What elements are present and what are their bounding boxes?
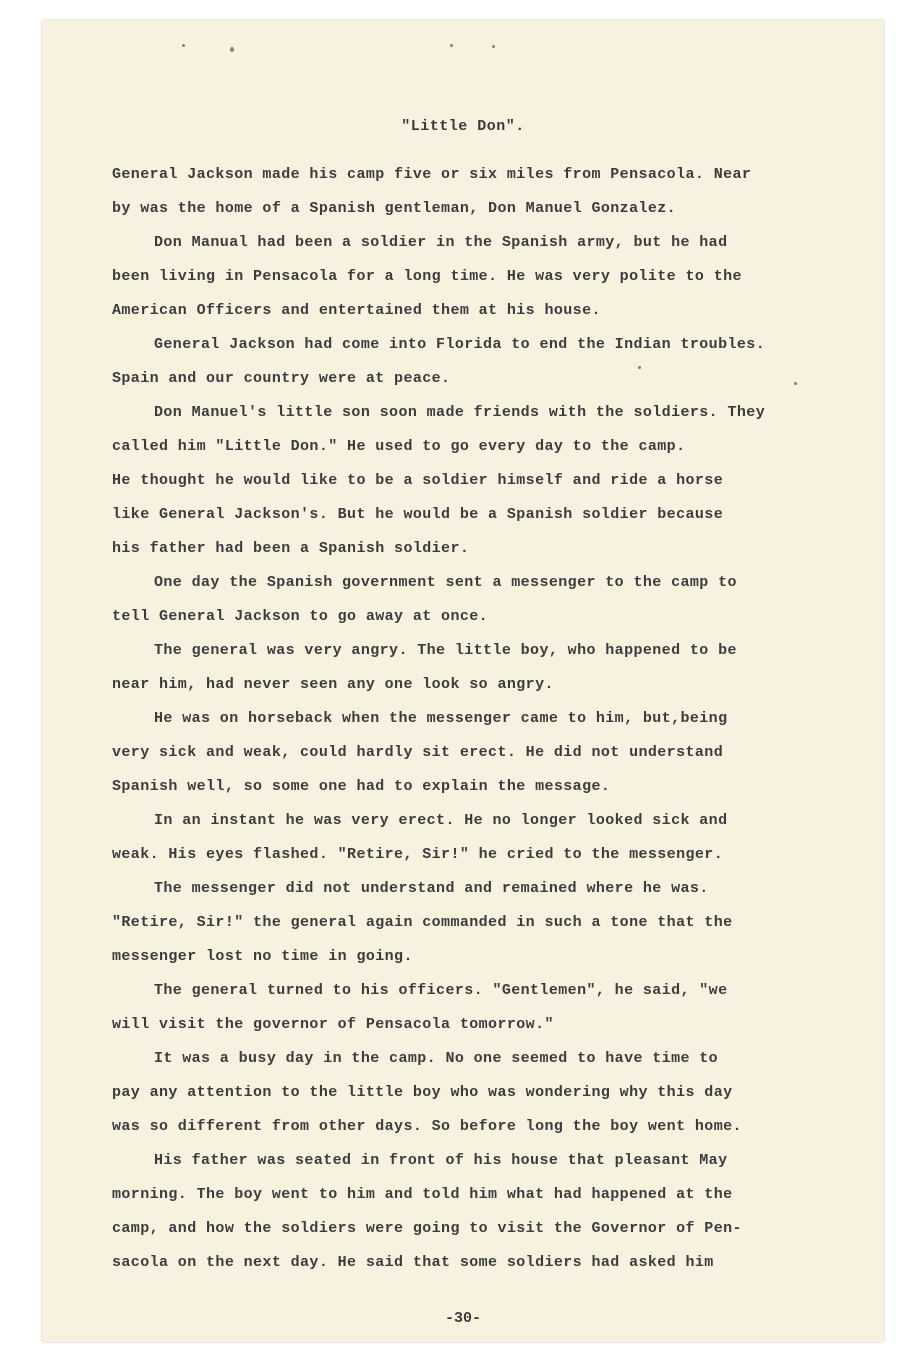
paper-speck	[182, 44, 185, 47]
text-line: General Jackson had come into Florida to end the Indian troubles.	[154, 336, 766, 353]
text-line: like General Jackson's. But he would be a Spanish soldier because	[112, 506, 724, 523]
text-line: was so different from other days. So before long the boy went home.	[112, 1118, 742, 1135]
text-line: It was a busy day in the camp. No one seemed to have time to	[154, 1050, 719, 1067]
document-body	[112, 158, 832, 1280]
text-line: Don Manual had been a soldier in the Spanish army, but he had	[154, 234, 728, 251]
text-line: very sick and weak, could hardly sit erect. He did not understand	[112, 744, 724, 761]
text-line: In an instant he was very erect. He no longer looked sick and	[154, 812, 728, 829]
paper-speck	[230, 47, 234, 52]
paragraph	[112, 1042, 832, 1144]
text-line: Spanish well, so some one had to explain the message.	[112, 778, 611, 795]
typed-page	[42, 20, 884, 1342]
paragraph	[112, 1144, 832, 1280]
paper-speck	[450, 44, 453, 47]
text-line: near him, had never seen any one look so angry.	[112, 676, 554, 693]
paragraph	[112, 158, 832, 226]
paragraph	[112, 702, 832, 804]
text-line: His father was seated in front of his house that pleasant May	[154, 1152, 728, 1169]
paragraph	[112, 226, 832, 328]
paragraph	[112, 396, 832, 566]
text-line: tell General Jackson to go away at once.	[112, 608, 489, 625]
paragraph	[112, 804, 832, 872]
text-line: Spain and our country were at peace.	[112, 370, 451, 387]
text-line: American Officers and entertained them at his house.	[112, 302, 601, 319]
text-line: will visit the governor of Pensacola tomorrow."	[112, 1016, 554, 1033]
document-title: "Little Don".	[401, 118, 525, 135]
text-line: been living in Pensacola for a long time. He was very polite to the	[112, 268, 742, 285]
text-line: morning. The boy went to him and told him what had happened at the	[112, 1186, 733, 1203]
text-line: The messenger did not understand and remained where he was.	[154, 880, 709, 897]
paragraph	[112, 328, 832, 396]
paragraph	[112, 974, 832, 1042]
paragraph	[112, 566, 832, 634]
text-line: General Jackson made his camp five or six miles from Pensacola. Near	[112, 166, 752, 183]
page-number: -30-	[444, 1310, 481, 1327]
text-line: The general turned to his officers. "Gentlemen", he said, "we	[154, 982, 728, 999]
text-line: He was on horseback when the messenger came to him, but,being	[154, 710, 728, 727]
text-line: called him "Little Don." He used to go every day to the camp.	[112, 438, 686, 455]
text-line: camp, and how the soldiers were going to visit the Governor of Pen-	[112, 1220, 742, 1237]
text-line: pay any attention to the little boy who was wondering why this day	[112, 1084, 733, 1101]
text-line: sacola on the next day. He said that some soldiers had asked him	[112, 1254, 714, 1271]
text-line: weak. His eyes flashed. "Retire, Sir!" he cried to the messenger.	[112, 846, 724, 863]
paper-speck	[492, 45, 495, 48]
text-line: Don Manuel's little son soon made friends with the soldiers. They	[154, 404, 766, 421]
text-line: The general was very angry. The little boy, who happened to be	[154, 642, 737, 659]
text-line: "Retire, Sir!" the general again commanded in such a tone that the	[112, 914, 733, 931]
text-line: messenger lost no time in going.	[112, 948, 413, 965]
paragraph	[112, 872, 832, 974]
text-line: One day the Spanish government sent a messenger to the camp to	[154, 574, 737, 591]
text-line: by was the home of a Spanish gentleman, Don Manuel Gonzalez.	[112, 200, 677, 217]
paragraph	[112, 634, 832, 702]
text-line: He thought he would like to be a soldier himself and ride a horse	[112, 472, 724, 489]
text-line: his father had been a Spanish soldier.	[112, 540, 470, 557]
